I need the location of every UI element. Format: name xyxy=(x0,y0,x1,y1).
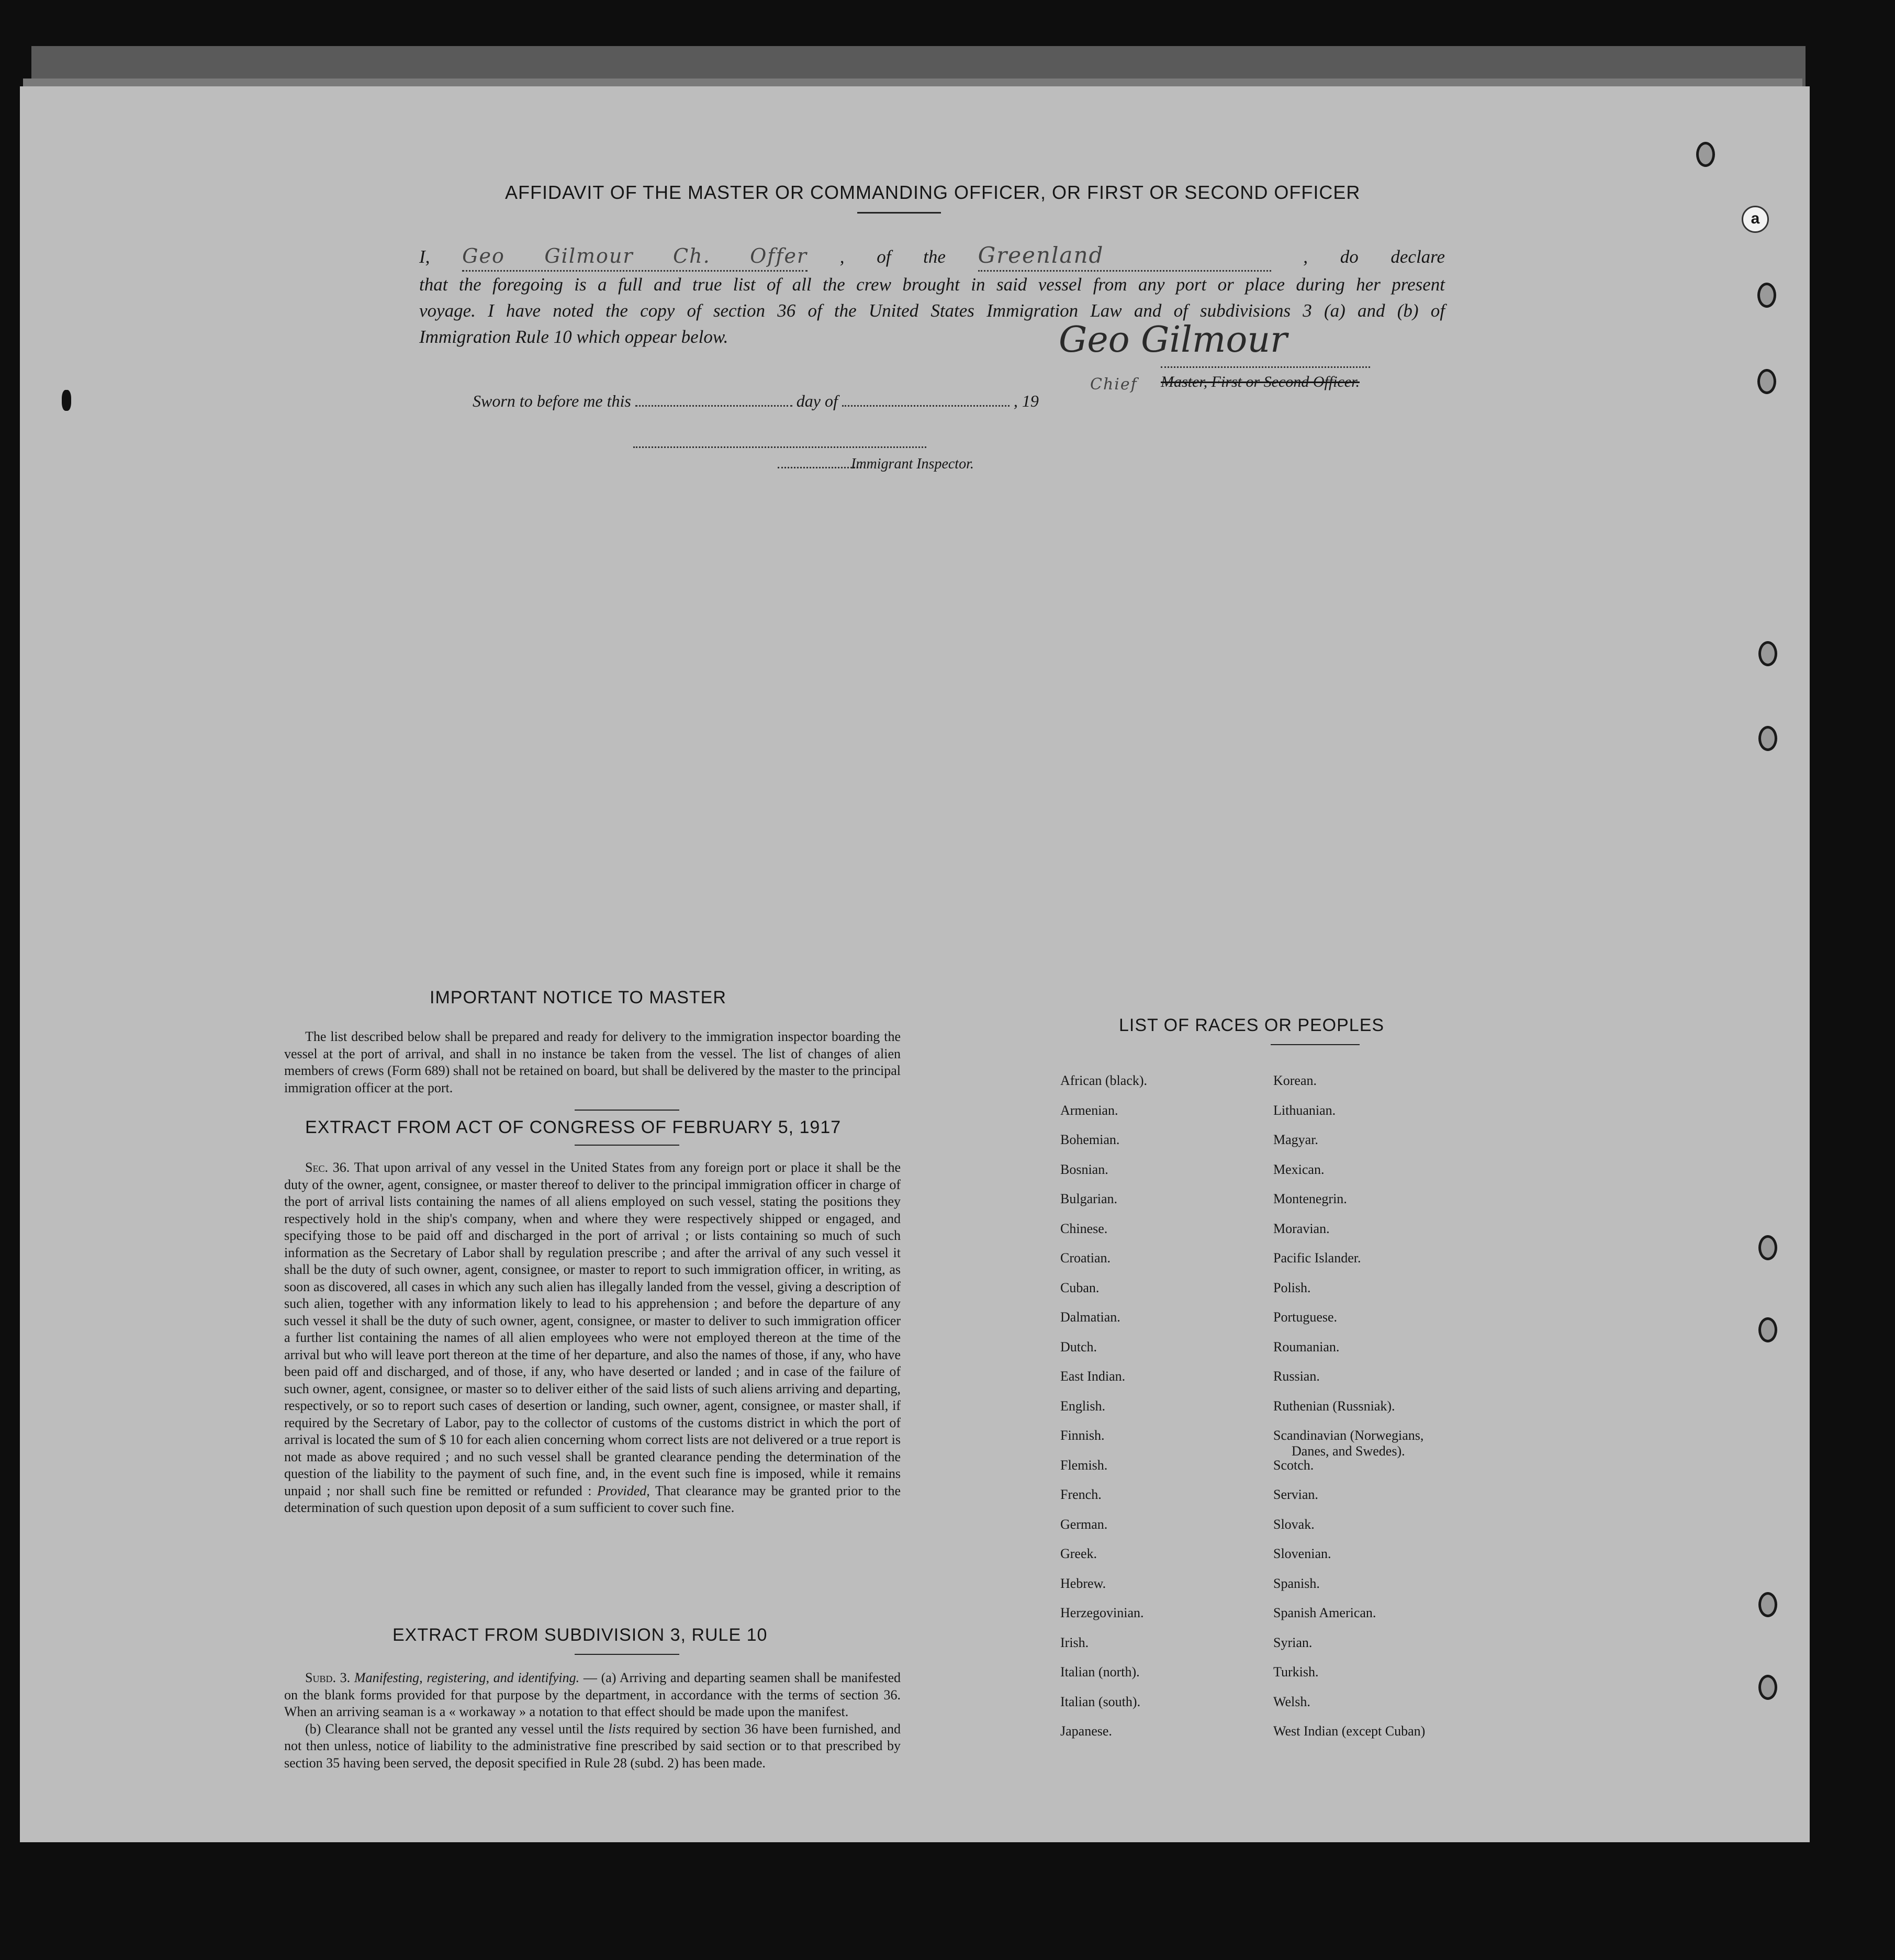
race-item: Montenegrin. xyxy=(1273,1191,1347,1206)
race-item: Scandinavian (Norwegians, xyxy=(1273,1428,1424,1443)
subd-heading: Manifesting, registering, and identifying. xyxy=(354,1670,580,1685)
race-item: Chinese. xyxy=(1060,1220,1108,1236)
races-column-1 xyxy=(1060,1066,1147,1746)
rule-part-a: Subd. 3. Manifesting, registering, and identifying. — (a) Arriving and departing seamen shall be manifested on the blank forms provided for that purpose by the department, in accordance with the terms of section 36. When an arriving seaman is a « workaway » a notation to that effect should be made upon the manifest. xyxy=(284,1670,901,1719)
sworn-month-blank xyxy=(842,405,1010,407)
master-signature: Geo Gilmour xyxy=(1059,319,1287,361)
race-item: Magyar. xyxy=(1273,1132,1318,1147)
race-item: Moravian. xyxy=(1273,1220,1330,1236)
officer-caption-text: Master, First or Second Officer. xyxy=(1161,373,1360,390)
sworn-day-blank xyxy=(635,405,792,407)
title-divider xyxy=(857,212,941,214)
affidavit-declaration xyxy=(419,242,1445,350)
inspector-blank-1 xyxy=(633,446,926,448)
race-item: Irish. xyxy=(1060,1634,1089,1650)
race-item: African (black). xyxy=(1060,1073,1148,1088)
race-item: German. xyxy=(1060,1516,1108,1532)
officer-name-field xyxy=(462,243,808,272)
race-item: West Indian (except Cuban) xyxy=(1273,1723,1426,1739)
affidavit-title: AFFIDAVIT OF THE MASTER OR COMMANDING OFFICER, OR FIRST OR SECOND OFFICER xyxy=(505,182,1361,203)
notice-title: IMPORTANT NOTICE TO MASTER xyxy=(430,988,726,1007)
races-scandinavian-continuation: Danes, and Swedes). xyxy=(1292,1443,1405,1459)
race-item: Turkish. xyxy=(1273,1664,1319,1679)
signature-line xyxy=(1161,366,1370,368)
binder-hole xyxy=(1758,1675,1777,1700)
race-item: Spanish. xyxy=(1273,1575,1320,1591)
race-item: Bulgarian. xyxy=(1060,1191,1118,1206)
race-item: Lithuanian. xyxy=(1273,1102,1336,1118)
declaration-line-3: voyage. I have noted the copy of section 36 of the United States Immigration Law and of subdivisions 3 (a) and (b) of xyxy=(419,300,1445,321)
officer-name-handwriting: Geo Gilmour Ch. Offer xyxy=(462,244,808,267)
race-item: Slovak. xyxy=(1273,1516,1315,1532)
document-page xyxy=(20,86,1810,1842)
race-item: Greek. xyxy=(1060,1546,1097,1561)
notice-text: The list described below shall be prepared and ready for delivery to the immigration inspector boarding the vessel at the port of arrival, and shall in no instance be taken from the vessel. The list of changes of alien members of crews (Form 689) shall not be retained on board, but shall be delivered by the master to the principal immigration officer at the port. xyxy=(284,1029,901,1095)
race-item: Bosnian. xyxy=(1060,1161,1108,1177)
subd-label: Subd. 3. xyxy=(305,1670,351,1685)
binder-hole xyxy=(1758,1317,1777,1342)
declaration-do-declare: , do declare xyxy=(1303,247,1445,267)
punch-mark xyxy=(62,390,71,411)
act-divider xyxy=(575,1145,679,1146)
race-item: Italian (north). xyxy=(1060,1664,1140,1679)
declaration-line-4: Immigration Rule 10 which oppear below. xyxy=(419,327,728,347)
binder-hole xyxy=(1758,1592,1777,1617)
vessel-name-handwriting: Greenland xyxy=(978,242,1104,268)
declaration-i: I, xyxy=(419,247,430,267)
races-column-2 xyxy=(1273,1066,1425,1746)
race-item: Ruthenian (Russniak). xyxy=(1273,1398,1395,1414)
race-item: Roumanian. xyxy=(1273,1339,1340,1354)
act-title: EXTRACT FROM ACT OF CONGRESS OF FEBRUARY 5, 1917 xyxy=(305,1117,842,1137)
part-a-label: (a) xyxy=(601,1670,616,1685)
binder-hole xyxy=(1757,283,1776,308)
race-item: Korean. xyxy=(1273,1073,1317,1088)
inspector-caption: Immigrant Inspector. xyxy=(851,456,974,472)
binder-hole xyxy=(1758,726,1777,751)
sworn-day-of: day of xyxy=(796,391,838,410)
race-item: Welsh. xyxy=(1273,1694,1310,1709)
officer-caption xyxy=(1161,373,1360,391)
race-item: Finnish. xyxy=(1060,1428,1105,1443)
race-item: Hebrew. xyxy=(1060,1575,1106,1591)
part-b-label: (b) xyxy=(305,1721,321,1737)
rule-part-b xyxy=(284,1721,901,1772)
declaration-line-2: that the foregoing is a full and true list of all the crew brought in said vessel from any port or place during her present xyxy=(419,274,1445,295)
race-item: Cuban. xyxy=(1060,1280,1100,1295)
rule-title: EXTRACT FROM SUBDIVISION 3, RULE 10 xyxy=(393,1625,768,1645)
race-item: Servian. xyxy=(1273,1487,1318,1502)
declaration-line-1 xyxy=(419,242,1445,272)
inspector-blank-2 xyxy=(778,467,861,468)
race-item: Scotch. xyxy=(1273,1457,1314,1473)
race-item: Syrian. xyxy=(1273,1634,1313,1650)
races-divider xyxy=(1271,1044,1360,1045)
races-title: LIST OF RACES OR PEOPLES xyxy=(1119,1015,1385,1035)
race-item: Flemish. xyxy=(1060,1457,1108,1473)
race-item: Herzegovinian. xyxy=(1060,1605,1144,1620)
declaration-of-the: , of the xyxy=(839,247,946,267)
race-item: East Indian. xyxy=(1060,1369,1126,1384)
binder-hole xyxy=(1758,641,1777,666)
section-36-label: Sec. 36. xyxy=(305,1160,350,1175)
race-item: Portuguese. xyxy=(1273,1309,1338,1325)
race-item: English. xyxy=(1060,1398,1105,1414)
race-item: Dutch. xyxy=(1060,1339,1097,1354)
race-item: Polish. xyxy=(1273,1280,1311,1295)
race-item: Armenian. xyxy=(1060,1102,1118,1118)
section-36-proviso: That clearance may be granted prior to the determination of such question upon deposit of a sum sufficient to cover such fine. xyxy=(284,1483,901,1515)
rule-text xyxy=(284,1670,901,1772)
race-item: Japanese. xyxy=(1060,1723,1112,1739)
binder-hole xyxy=(1757,369,1776,394)
race-item: Croatian. xyxy=(1060,1250,1111,1265)
sworn-label: Sworn to before me this xyxy=(473,391,631,410)
race-item: Russian. xyxy=(1273,1369,1320,1384)
race-item: Pacific Islander. xyxy=(1273,1250,1361,1265)
rule-divider xyxy=(575,1654,679,1655)
race-item: Spanish American. xyxy=(1273,1605,1376,1620)
race-item: French. xyxy=(1060,1487,1102,1502)
part-b-text-2: required by section 36 have been furnished, and not then unless, notice of liability to the administrative fine prescribed by said section or to that prescribed by section 35 having been served, the deposit specified in Rule 28 (subd. 2) has been made. xyxy=(284,1721,901,1771)
sworn-year: , 19 xyxy=(1013,391,1039,410)
part-a-text: Arriving and departing seamen shall be manifested on the blank forms provided for that purpose by the department, in accordance with the terms of section 36. When an arriving seaman is a « workaway » a notation to that effect should be made upon the manifest. xyxy=(284,1670,901,1719)
race-item: Mexican. xyxy=(1273,1161,1325,1177)
race-item: Dalmatian. xyxy=(1060,1309,1120,1325)
act-section-36 xyxy=(284,1159,901,1517)
race-item: Italian (south). xyxy=(1060,1694,1141,1709)
sworn-line xyxy=(473,391,1039,411)
provided-label: Provided, xyxy=(597,1483,650,1498)
corner-mark-a: a xyxy=(1742,206,1769,233)
section-36-text: That upon arrival of any vessel in the United States from any foreign port or place it shall be the duty of the owner, agent, consignee, or master thereof to deliver to the principal immigration officer in charge of the port of arrival lists containing the names of all aliens employed on such vessel, stating the positions they respectively hold in the ship's company, when and where they were respectively shipped or engaged, and specifying those to be paid off and discharged in the port of arrival ; or lists containing so much of such information as the Secretary of Labor shall by regulation prescribe ; and after the arrival of any such vessel it shall be the duty of such owner, agent, consignee, or master to report to such immigration officer, in writing, as soon as discovered, all cases in which any such alien has illegally landed from the vessel, giving a description of such alien, together with any information likely to lead to his apprehension ; and before the departure of any such vessel it shall be the duty of such owner, agent, consignee, or master to deliver to such immigration officer a further list containing the names of all alien employees who were not employed thereon at the time of the arrival but who will leave port thereon at the time of her departure, and also the names of those, if any, who have been paid off and discharged, and of those, if any, who have deserted or landed ; and in case of the failure of such owner, agent, consignee, or master so to deliver either of the said lists of such aliens arriving and departing, respectively, or so to report such cases of desertion or landing, such owner, agent, consignee, or master shall, if required by the Secretary of Labor, pay to the collector of customs of the customs district in which the port of arrival is located the sum of $ 10 for each alien concerning whom correct lists are not delivered or a true report is not made as above required ; and no such vessel shall be granted clearance pending the determination of the question of the liability to the payment of such fine, and, in the event such fine is imposed, while it remains unpaid ; nor shall such fine be remitted or refunded : xyxy=(284,1160,901,1498)
race-item: Slovenian. xyxy=(1273,1546,1331,1561)
binder-hole xyxy=(1696,142,1715,167)
vessel-name-field xyxy=(978,242,1271,272)
notice-divider xyxy=(575,1110,679,1111)
part-b-lists: lists xyxy=(608,1721,631,1737)
binder-hole xyxy=(1758,1235,1777,1260)
signature-note: Chief xyxy=(1090,375,1138,394)
race-item: Bohemian. xyxy=(1060,1132,1120,1147)
part-b-text-1: Clearance shall not be granted any vessel until the xyxy=(325,1721,604,1737)
